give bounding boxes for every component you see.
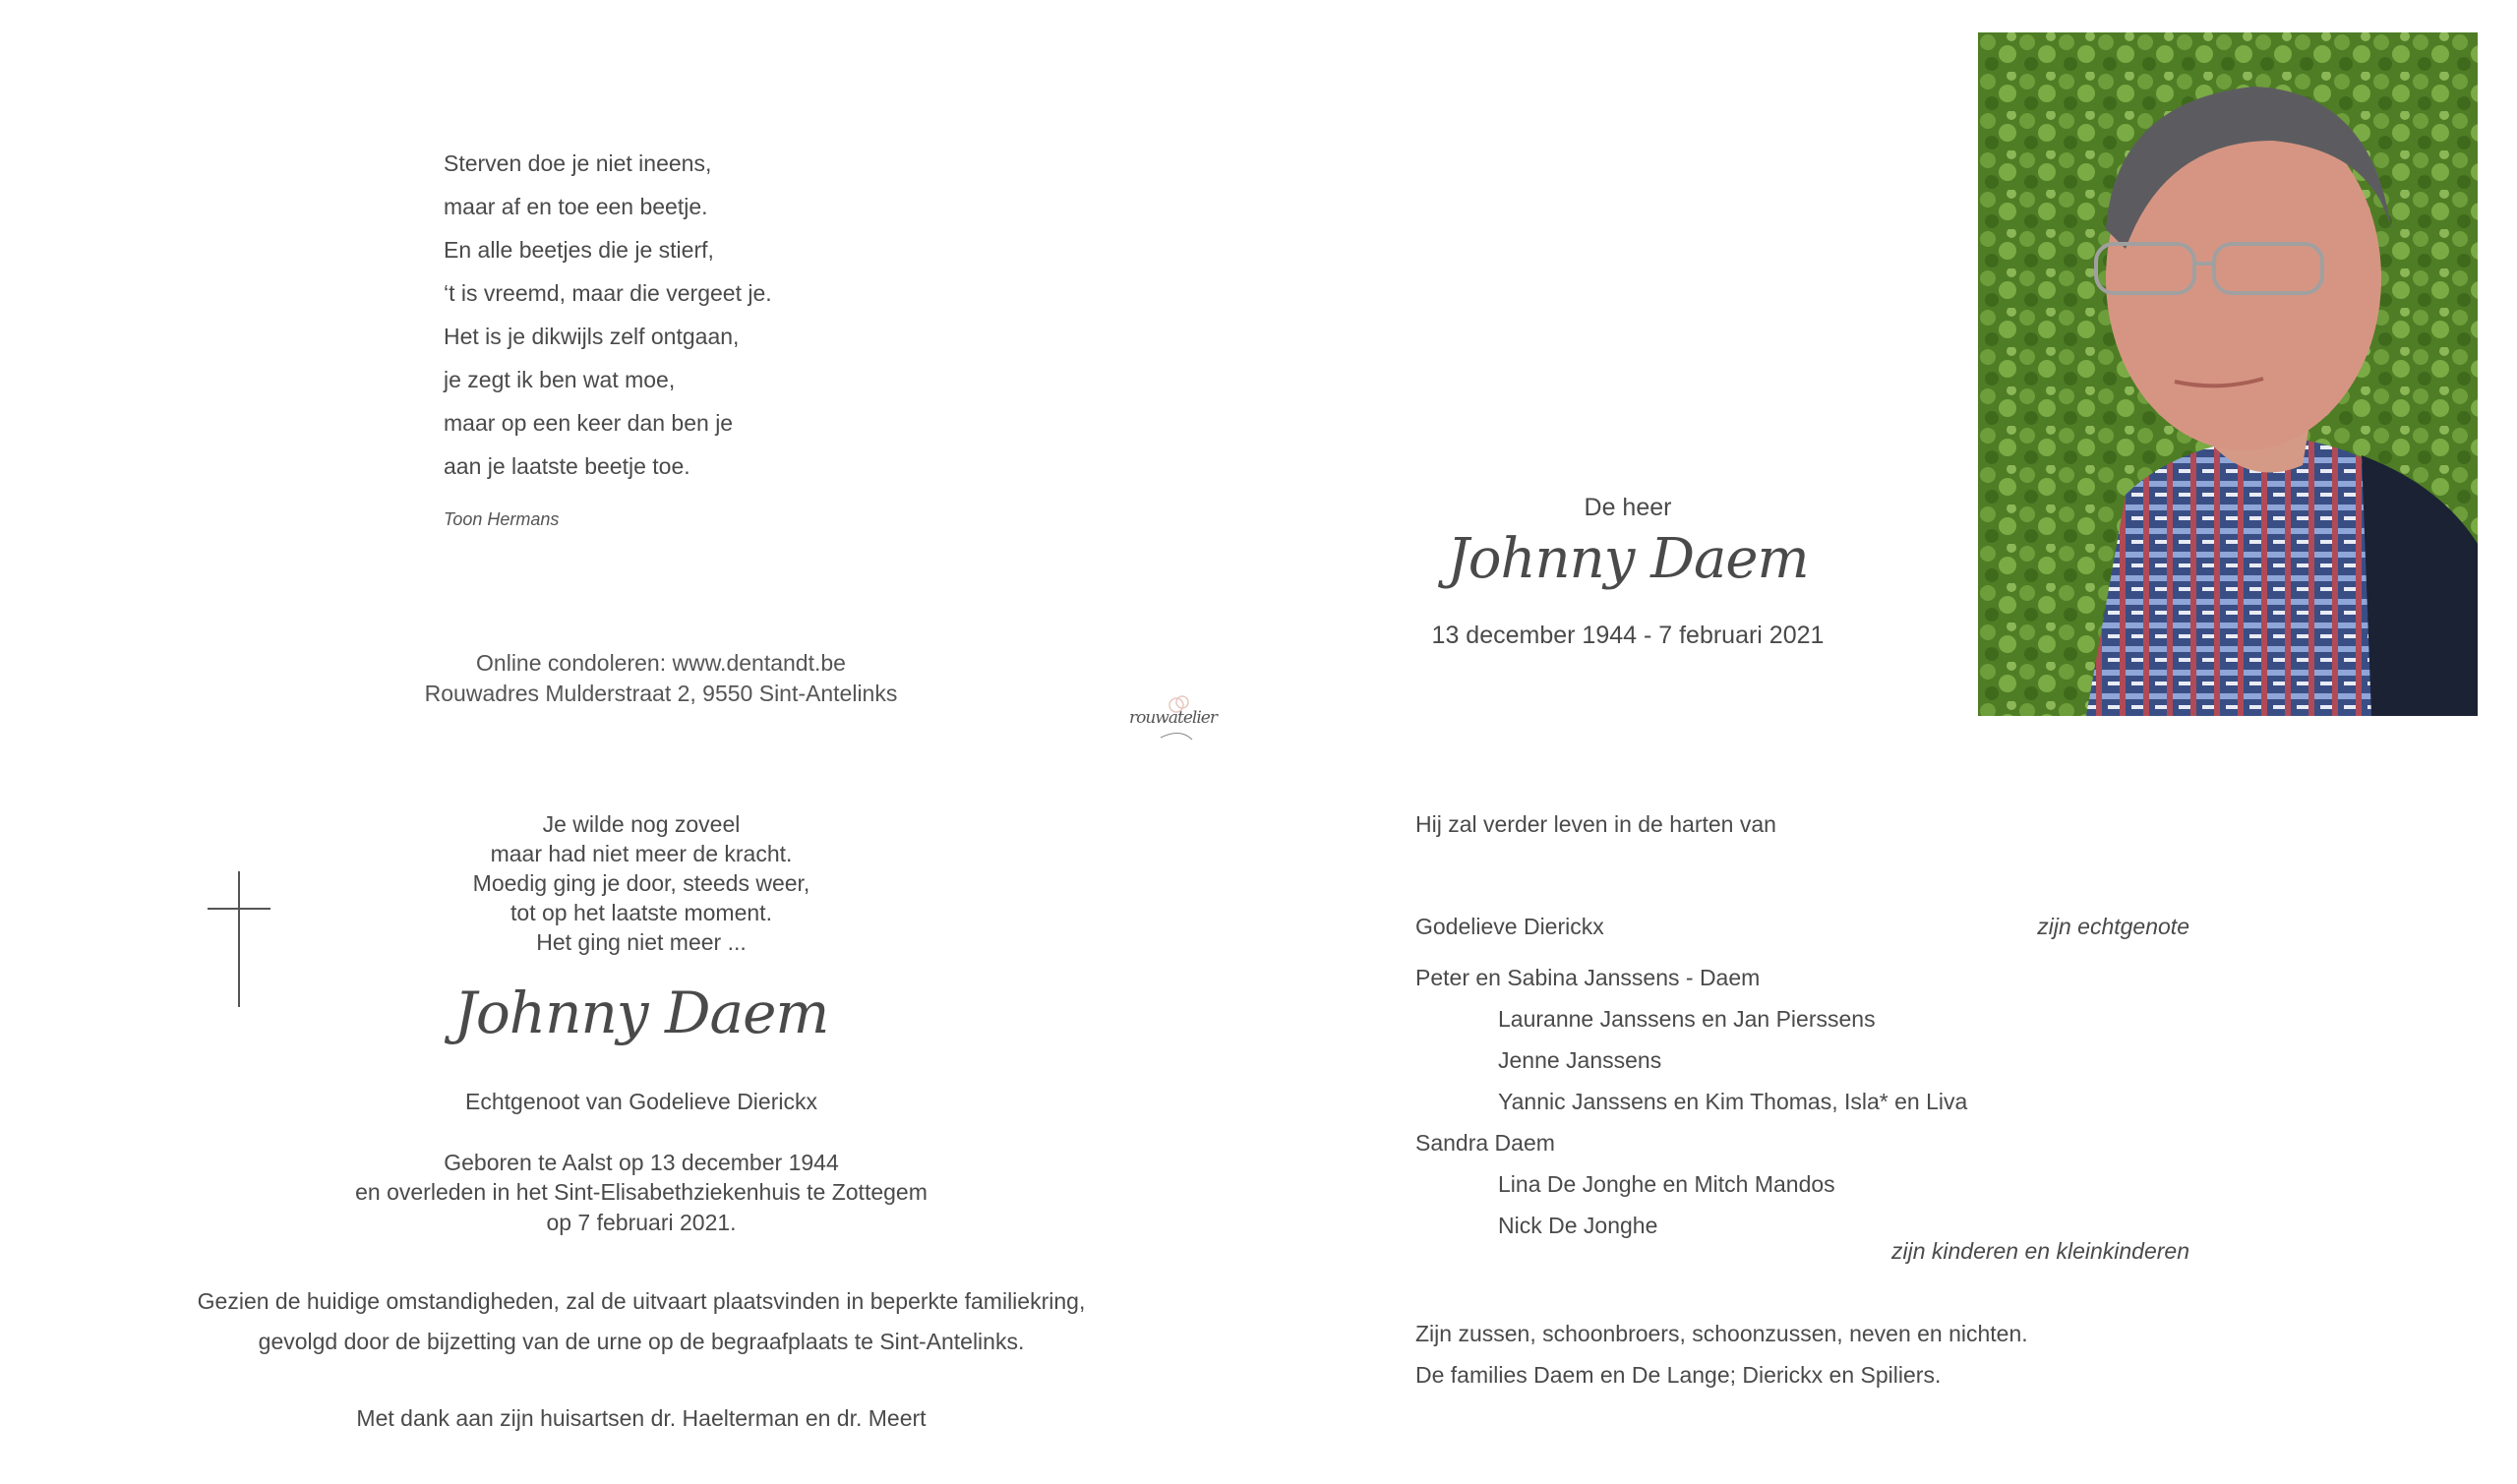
children-role: zijn kinderen en kleinkinderen: [1890, 1238, 2189, 1264]
verse-line: Je wilde nog zoveel: [542, 811, 741, 837]
life-dates: 13 december 1944 - 7 februari 2021: [1431, 622, 1825, 649]
poem-line: En alle beetjes die je stierf,: [444, 237, 714, 263]
family-grandchild: Jenne Janssens: [1498, 1047, 1662, 1073]
inside-name: Johnny Daem: [453, 979, 829, 1046]
poem-line: ‘t is vreemd, maar die vergeet je.: [444, 280, 772, 306]
family-child: Sandra Daem: [1415, 1130, 1555, 1156]
family-grandchild: Nick De Jonghe: [1498, 1213, 1658, 1238]
died-line: en overleden in het Sint-Elisabethziekenhuis te Zottegem: [355, 1179, 928, 1205]
cross-icon: [208, 871, 270, 1007]
poem-line: maar op een keer dan ben je: [444, 410, 734, 436]
family-grandchild: Yannic Janssens en Kim Thomas, Isla* en Liva: [1498, 1089, 1968, 1114]
front-name: Johnny Daem: [1447, 527, 1809, 591]
family-child: Peter en Sabina Janssens - Daem: [1415, 965, 1761, 990]
died-date: op 7 februari 2021.: [546, 1210, 737, 1235]
spouse-line: Echtgenoot van Godelieve Dierickx: [465, 1089, 817, 1114]
family-siblings: Zijn zussen, schoonbroers, schoonzussen, neven en nichten.: [1415, 1321, 2028, 1346]
family-families: De families Daem en De Lange; Dierickx en Spiliers.: [1415, 1362, 1942, 1388]
rouwatelier-logo: [1121, 688, 1249, 747]
verse-line: tot op het laatste moment.: [510, 900, 772, 925]
poem-line: maar af en toe een beetje.: [444, 194, 708, 219]
family-intro: Hij zal verder leven in de harten van: [1415, 811, 1776, 837]
verse-line: Het ging niet meer ...: [536, 929, 747, 955]
spouse-role: zijn echtgenote: [2037, 914, 2189, 939]
address-text: Rouwadres Mulderstraat 2, 9550 Sint-Antelinks: [424, 681, 898, 706]
poem-line: je zegt ik ben wat moe,: [444, 367, 676, 392]
family-grandchild: Lauranne Janssens en Jan Pierssens: [1498, 1006, 1876, 1032]
logo-text: rouwatelier: [1129, 708, 1217, 728]
poem-line: aan je laatste beetje toe.: [444, 453, 690, 479]
poem-line: Sterven doe je niet ineens,: [444, 150, 712, 176]
thanks-line: Met dank aan zijn huisartsen dr. Haelterman en dr. Meert: [356, 1405, 927, 1431]
salutation: De heer: [1584, 494, 1672, 521]
portrait-image: [1978, 32, 2478, 716]
verse-line: maar had niet meer de kracht.: [490, 841, 793, 866]
born-line: Geboren te Aalst op 13 december 1944: [444, 1150, 839, 1175]
funeral-line-1: Gezien de huidige omstandigheden, zal de uitvaart plaatsvinden in beperkte familiekring,: [197, 1288, 1086, 1314]
condolence-text: Online condoleren: www.dentandt.be: [476, 650, 846, 676]
family-grandchild: Lina De Jonghe en Mitch Mandos: [1498, 1171, 1835, 1197]
funeral-line-2: gevolgd door de bijzetting van de urne op de begraafplaats te Sint-Antelinks.: [258, 1329, 1025, 1354]
portrait-photo: [1978, 32, 2478, 716]
verse-line: Moedig ging je door, steeds weer,: [472, 870, 810, 896]
family-spouse: Godelieve Dierickx: [1415, 914, 1604, 939]
poem-author: Toon Hermans: [444, 509, 560, 529]
poem-line: Het is je dikwijls zelf ontgaan,: [444, 324, 740, 349]
